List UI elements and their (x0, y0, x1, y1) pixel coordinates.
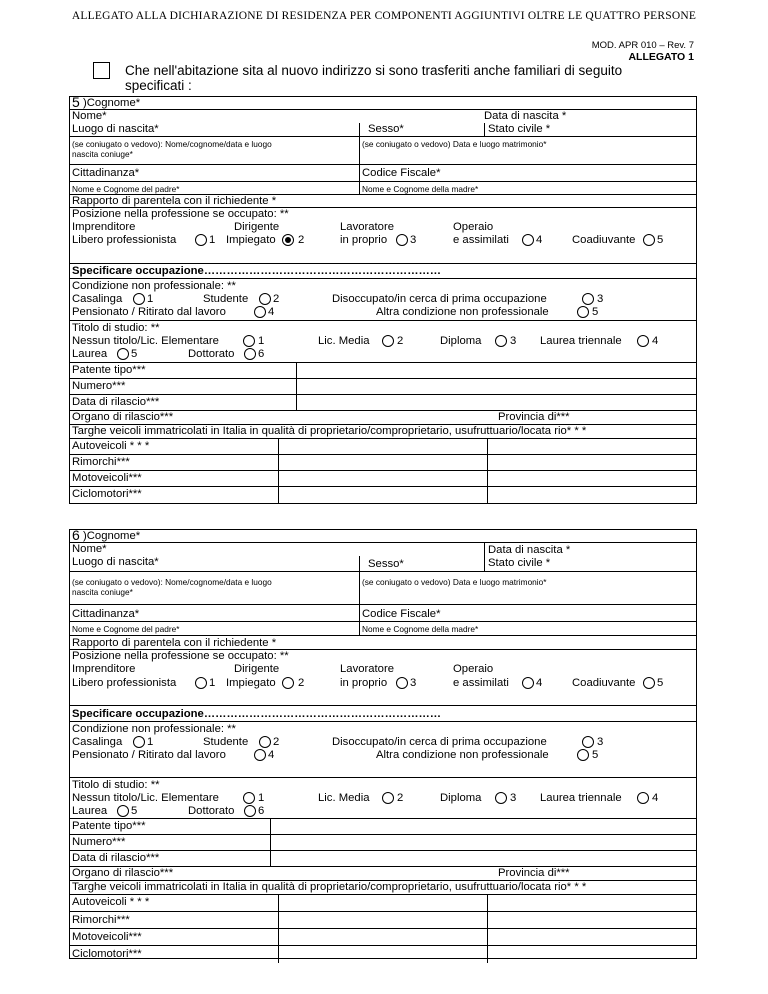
radio-disoccupato[interactable] (582, 736, 594, 748)
sesso-label: Sesso* (368, 558, 404, 570)
laurea-label: Laurea (72, 348, 108, 360)
posizione-label: Posizione nella professione se occupato: ** (72, 650, 289, 662)
code-5: 5 (592, 749, 599, 761)
radio-media[interactable] (382, 792, 394, 804)
patente-label: Patente tipo*** (72, 364, 146, 376)
radio-pensionato[interactable] (254, 306, 266, 318)
radio-diploma[interactable] (495, 335, 507, 347)
triennale-label: Laurea triennale (540, 335, 622, 347)
rimorchi-label: Rimorchi*** (72, 914, 130, 926)
studente-label: Studente (203, 736, 249, 748)
nome-label: Nome* (72, 110, 107, 122)
code-5: 5 (131, 805, 138, 817)
dirigente-label: Dirigente (234, 663, 280, 675)
code-5: 5 (657, 677, 664, 689)
libero-label: Libero professionista (72, 677, 177, 689)
disoccupato-label: Disoccupato/in cerca di prima occupazione (332, 736, 547, 748)
code-3: 3 (410, 677, 417, 689)
pensionato-label: Pensionato / Ritirato dal lavoro (72, 749, 226, 761)
specificare-occupazione: Specificare occupazione……………………………………………………… (72, 708, 442, 720)
radio-dottorato[interactable] (244, 348, 256, 360)
radio-libero[interactable] (195, 234, 207, 246)
motoveicoli-label: Motoveicoli*** (72, 931, 142, 943)
rilascio-label: Data di rilascio*** (72, 852, 160, 864)
section-5 (69, 96, 697, 504)
section-number: 5 (72, 94, 80, 110)
code-3: 3 (410, 234, 417, 246)
casalinga-label: Casalinga (72, 736, 123, 748)
code-4: 4 (268, 749, 275, 761)
code-5: 5 (131, 348, 138, 360)
cognome-label: )Cognome* (83, 530, 141, 542)
radio-casalinga[interactable] (133, 736, 145, 748)
document-header: ALLEGATO ALLA DICHIARAZIONE DI RESIDENZA PER COMPONENTI AGGIUNTIVI OLTRE LE QUATTRO PERSONE (71, 10, 697, 22)
in-proprio-label: in proprio (340, 677, 388, 689)
patente-label: Patente tipo*** (72, 820, 146, 832)
code-3: 3 (510, 792, 517, 804)
rapporto-label: Rapporto di parentela con il richiedente * (72, 195, 277, 207)
organo-label: Organo di rilascio*** (72, 411, 174, 423)
cognome-label: )Cognome* (83, 97, 141, 109)
radio-coadiuvante[interactable] (643, 677, 655, 689)
code-4: 4 (652, 335, 659, 347)
imprenditore-label: Imprenditore (72, 221, 136, 233)
lavoratore-label: Lavoratore (340, 221, 395, 233)
pensionato-label: Pensionato / Ritirato dal lavoro (72, 306, 226, 318)
media-label: Lic. Media (318, 792, 370, 804)
coadiuvante-label: Coadiuvante (572, 677, 636, 689)
altra-label: Altra condizione non professionale (376, 749, 549, 761)
posizione-label: Posizione nella professione se occupato: ** (72, 208, 289, 220)
provincia-label: Provincia di*** (498, 411, 570, 423)
media-label: Lic. Media (318, 335, 370, 347)
data-nascita-label: Data di nascita * (484, 110, 567, 122)
impiegato-label: Impiegato (226, 234, 276, 246)
radio-studente[interactable] (259, 293, 271, 305)
code-1: 1 (258, 335, 265, 347)
titolo-label: Titolo di studio: ** (72, 779, 160, 791)
rilascio-label: Data di rilascio*** (72, 396, 160, 408)
radio-nessun-titolo[interactable] (243, 792, 255, 804)
imprenditore-label: Imprenditore (72, 663, 136, 675)
condizione-label: Condizione non professionale: ** (72, 280, 236, 292)
radio-operaio[interactable] (522, 677, 534, 689)
autoveicoli-label: Autoveicoli * * * (72, 440, 150, 452)
radio-triennale[interactable] (637, 792, 649, 804)
code-4: 4 (536, 234, 543, 246)
code-2: 2 (397, 792, 404, 804)
cittadinanza-label: Cittadinanza* (72, 608, 140, 620)
dottorato-label: Dottorato (188, 805, 235, 817)
code-1: 1 (209, 234, 216, 246)
section-6 (69, 529, 697, 959)
code-4: 4 (268, 306, 275, 318)
code-6: 6 (258, 348, 265, 360)
dirigente-label: Dirigente (234, 221, 280, 233)
radio-operaio[interactable] (522, 234, 534, 246)
targhe-label: Targhe veicoli immatricolati in Italia in qualità di proprietario/comproprietario, usufruttuario/locata rio* * * (72, 425, 587, 437)
coniuge-label-2: nascita coniuge* (72, 149, 133, 159)
radio-casalinga[interactable] (133, 293, 145, 305)
radio-pensionato[interactable] (254, 749, 266, 761)
radio-lavoratore[interactable] (396, 677, 408, 689)
code-1: 1 (209, 677, 216, 689)
stato-civile-label: Stato civile * (488, 123, 551, 135)
code-1: 1 (147, 736, 154, 748)
laurea-label: Laurea (72, 805, 108, 817)
nome-label: Nome* (72, 543, 107, 555)
code-2: 2 (273, 293, 280, 305)
casalinga-label: Casalinga (72, 293, 123, 305)
sesso-label: Sesso* (368, 123, 404, 135)
diploma-label: Diploma (440, 792, 482, 804)
radio-nessun-titolo[interactable] (243, 335, 255, 347)
motoveicoli-label: Motoveicoli*** (72, 472, 142, 484)
code-3: 3 (510, 335, 517, 347)
coniuge-label: (se coniugato o vedovo): Nome/cognome/data e luogo (72, 139, 272, 149)
radio-dottorato[interactable] (244, 805, 256, 817)
code-6: 6 (258, 805, 265, 817)
studente-label: Studente (203, 293, 249, 305)
intro-text: Che nell'abitazione sita al nuovo indirizzo si sono trasferiti anche familiari di seguito specificati : (125, 63, 623, 93)
in-proprio-label: in proprio (340, 234, 388, 246)
assimilati-label: e assimilati (453, 234, 509, 246)
operaio-label: Operaio (453, 663, 494, 675)
radio-impiegato[interactable] (282, 234, 294, 246)
padre-label: Nome e Cognome del padre* (72, 624, 180, 634)
triennale-label: Laurea triennale (540, 792, 622, 804)
nessun-titolo-label: Nessun titolo/Lic. Elementare (72, 792, 219, 804)
codice-fiscale-label: Codice Fiscale* (362, 608, 441, 620)
radio-laurea[interactable] (117, 348, 129, 360)
coadiuvante-label: Coadiuvante (572, 234, 636, 246)
radio-coadiuvante[interactable] (643, 234, 655, 246)
madre-label: Nome e Cognome della madre* (362, 184, 479, 194)
diploma-label: Diploma (440, 335, 482, 347)
disoccupato-label: Disoccupato/in cerca di prima occupazione (332, 293, 547, 305)
radio-diploma[interactable] (495, 792, 507, 804)
radio-altra[interactable] (577, 749, 589, 761)
section-number: 6 (72, 527, 80, 543)
data-nascita-label: Data di nascita * (488, 544, 571, 556)
radio-impiegato[interactable] (282, 677, 294, 689)
codice-fiscale-label: Codice Fiscale* (362, 167, 441, 179)
specificare-occupazione: Specificare occupazione……………………………………………………… (72, 265, 442, 277)
code-1: 1 (258, 792, 265, 804)
operaio-label: Operaio (453, 221, 494, 233)
titolo-label: Titolo di studio: ** (72, 322, 160, 334)
condizione-label: Condizione non professionale: ** (72, 723, 236, 735)
radio-libero[interactable] (195, 677, 207, 689)
altra-label: Altra condizione non professionale (376, 306, 549, 318)
code-2: 2 (298, 677, 305, 689)
allegato-label: ALLEGATO 1 (628, 51, 694, 63)
ciclomotori-label: Ciclomotori*** (72, 488, 142, 500)
impiegato-label: Impiegato (226, 677, 276, 689)
numero-label: Numero*** (72, 836, 126, 848)
rapporto-label: Rapporto di parentela con il richiedente * (72, 637, 277, 649)
code-2: 2 (298, 234, 305, 246)
luogo-nascita-label: Luogo di nascita* (72, 556, 159, 568)
targhe-label: Targhe veicoli immatricolati in Italia in qualità di proprietario/comproprietario, usufruttuario/locata rio* * * (72, 881, 587, 893)
organo-label: Organo di rilascio*** (72, 867, 174, 879)
nessun-titolo-label: Nessun titolo/Lic. Elementare (72, 335, 219, 347)
rimorchi-label: Rimorchi*** (72, 456, 130, 468)
code-3: 3 (597, 293, 604, 305)
radio-triennale[interactable] (637, 335, 649, 347)
module-code: MOD. APR 010 – Rev. 7 (591, 40, 694, 51)
stato-civile-label: Stato civile * (488, 557, 551, 569)
padre-label: Nome e Cognome del padre* (72, 184, 180, 194)
autoveicoli-label: Autoveicoli * * * (72, 896, 150, 908)
radio-media[interactable] (382, 335, 394, 347)
dottorato-label: Dottorato (188, 348, 235, 360)
radio-laurea[interactable] (117, 805, 129, 817)
numero-label: Numero*** (72, 380, 126, 392)
code-1: 1 (147, 293, 154, 305)
code-3: 3 (597, 736, 604, 748)
code-2: 2 (397, 335, 404, 347)
radio-altra[interactable] (577, 306, 589, 318)
radio-studente[interactable] (259, 736, 271, 748)
assimilati-label: e assimilati (453, 677, 509, 689)
familiari-checkbox[interactable] (93, 62, 110, 79)
radio-lavoratore[interactable] (396, 234, 408, 246)
lavoratore-label: Lavoratore (340, 663, 395, 675)
madre-label: Nome e Cognome della madre* (362, 624, 479, 634)
coniuge-label-2: nascita coniuge* (72, 587, 133, 597)
code-4: 4 (536, 677, 543, 689)
radio-disoccupato[interactable] (582, 293, 594, 305)
coniuge-label: (se coniugato o vedovo): Nome/cognome/data e luogo (72, 577, 272, 587)
code-5: 5 (657, 234, 664, 246)
provincia-label: Provincia di*** (498, 867, 570, 879)
libero-label: Libero professionista (72, 234, 177, 246)
cittadinanza-label: Cittadinanza* (72, 167, 140, 179)
matrimonio-label: (se coniugato o vedovo) Data e luogo matrimonio* (362, 139, 547, 149)
code-5: 5 (592, 306, 599, 318)
luogo-nascita-label: Luogo di nascita* (72, 123, 159, 135)
matrimonio-label: (se coniugato o vedovo) Data e luogo matrimonio* (362, 577, 547, 587)
code-2: 2 (273, 736, 280, 748)
code-4: 4 (652, 792, 659, 804)
ciclomotori-label: Ciclomotori*** (72, 948, 142, 960)
